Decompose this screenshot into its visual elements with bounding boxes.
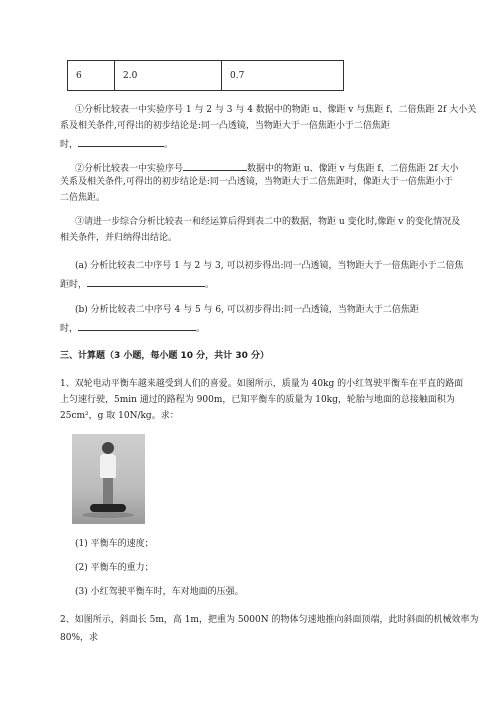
p1-sub2: (2) 平衡车的重力；	[75, 563, 154, 573]
table-cell: 6	[68, 61, 115, 91]
table-cell: 2.0	[115, 61, 222, 91]
qb-line2-prefix: 时，	[60, 324, 79, 334]
qa-line2	[60, 276, 214, 292]
q3-line1: ③请进一步综合分析比较表一和经运算后得到表二中的数据，物距 u 变化时,像距 v 的变化情况及	[75, 217, 461, 227]
q1-line2: 系及相关条件,可得出的初步结论是:同一凸透镜，当物距大于一倍焦距小于二倍焦距	[60, 121, 390, 131]
answer-blank[interactable]	[78, 320, 196, 331]
q3-line2: 相关条件，并归纳得出结论。	[60, 233, 178, 243]
q2-line1-suffix: 数据中的物距 u、像距 v 与焦距 f、二倍焦距 2f 大小	[247, 164, 459, 174]
q1-line1: ①分析比较表一中实验序号 1 与 2 与 3 与 4 数据中的物距 u、像距 v 与焦距 f、二倍焦距 2f 大小关	[75, 105, 477, 115]
q2-line1	[75, 160, 458, 176]
q2-line2: 关系及相关条件,可得出的初步结论是:同一凸透镜，当物距大于二倍焦距时，像距大于一倍焦距小于	[60, 177, 453, 187]
q1-line3-suffix: 。	[164, 140, 174, 150]
qb-line2-suffix: 。	[196, 324, 206, 334]
answer-blank[interactable]	[87, 276, 205, 287]
q1-line3	[60, 136, 173, 152]
answer-blank[interactable]	[78, 136, 164, 147]
qa-line2-prefix: 距时，	[60, 280, 88, 290]
p1-sub1: (1) 平衡车的速度；	[75, 539, 154, 549]
table-row	[68, 61, 344, 91]
answer-blank[interactable]	[183, 160, 247, 171]
qa-line2-suffix: 。	[205, 280, 215, 290]
p1-line2: 上匀速行驶，5min 通过的路程为 900m，已知平衡车的质量为 10kg，轮胎与地面的总接触面积为	[60, 395, 455, 405]
qa-line1: (a) 分析比较表二中序号 1 与 2 与 3, 可以初步得出:同一凸透镜，当物距大于一倍焦距小于二倍焦	[75, 261, 464, 271]
table-cell: 0.7	[222, 61, 344, 91]
balance-scooter-photo	[72, 434, 145, 524]
p1-sub3: (3) 小红驾驶平衡车时，车对地面的压强。	[75, 587, 244, 597]
p1-line3: 25cm²，g 取 10N/kg。求：	[60, 411, 179, 421]
qb-line2	[60, 320, 205, 336]
p2-line2: 80%，求	[60, 633, 99, 643]
q2-line1-prefix: ②分析比较表一中实验序号	[75, 164, 184, 174]
data-table	[67, 60, 344, 91]
q2-line3: 二倍焦距。	[60, 193, 106, 203]
q1-line3-prefix: 时，	[60, 140, 79, 150]
p2-line1: 2、如图所示，斜面长 5m，高 1m，把重为 5000N 的物体匀速地推向斜面顶端，此时斜面的机械效率为	[60, 615, 479, 625]
p1-line1: 1、双轮电动平衡车越来越受到人们的喜爱。如图所示，质量为 40kg 的小红驾驶平衡车在平直的路面	[60, 379, 464, 389]
qb-line1: (b) 分析比较表二中序号 4 与 5 与 6, 可以初步得出:同一凸透镜，当物距大于二倍焦距	[75, 305, 419, 315]
section-title: 三、计算题（3 小题，每小题 10 分，共计 30 分）	[60, 351, 269, 361]
